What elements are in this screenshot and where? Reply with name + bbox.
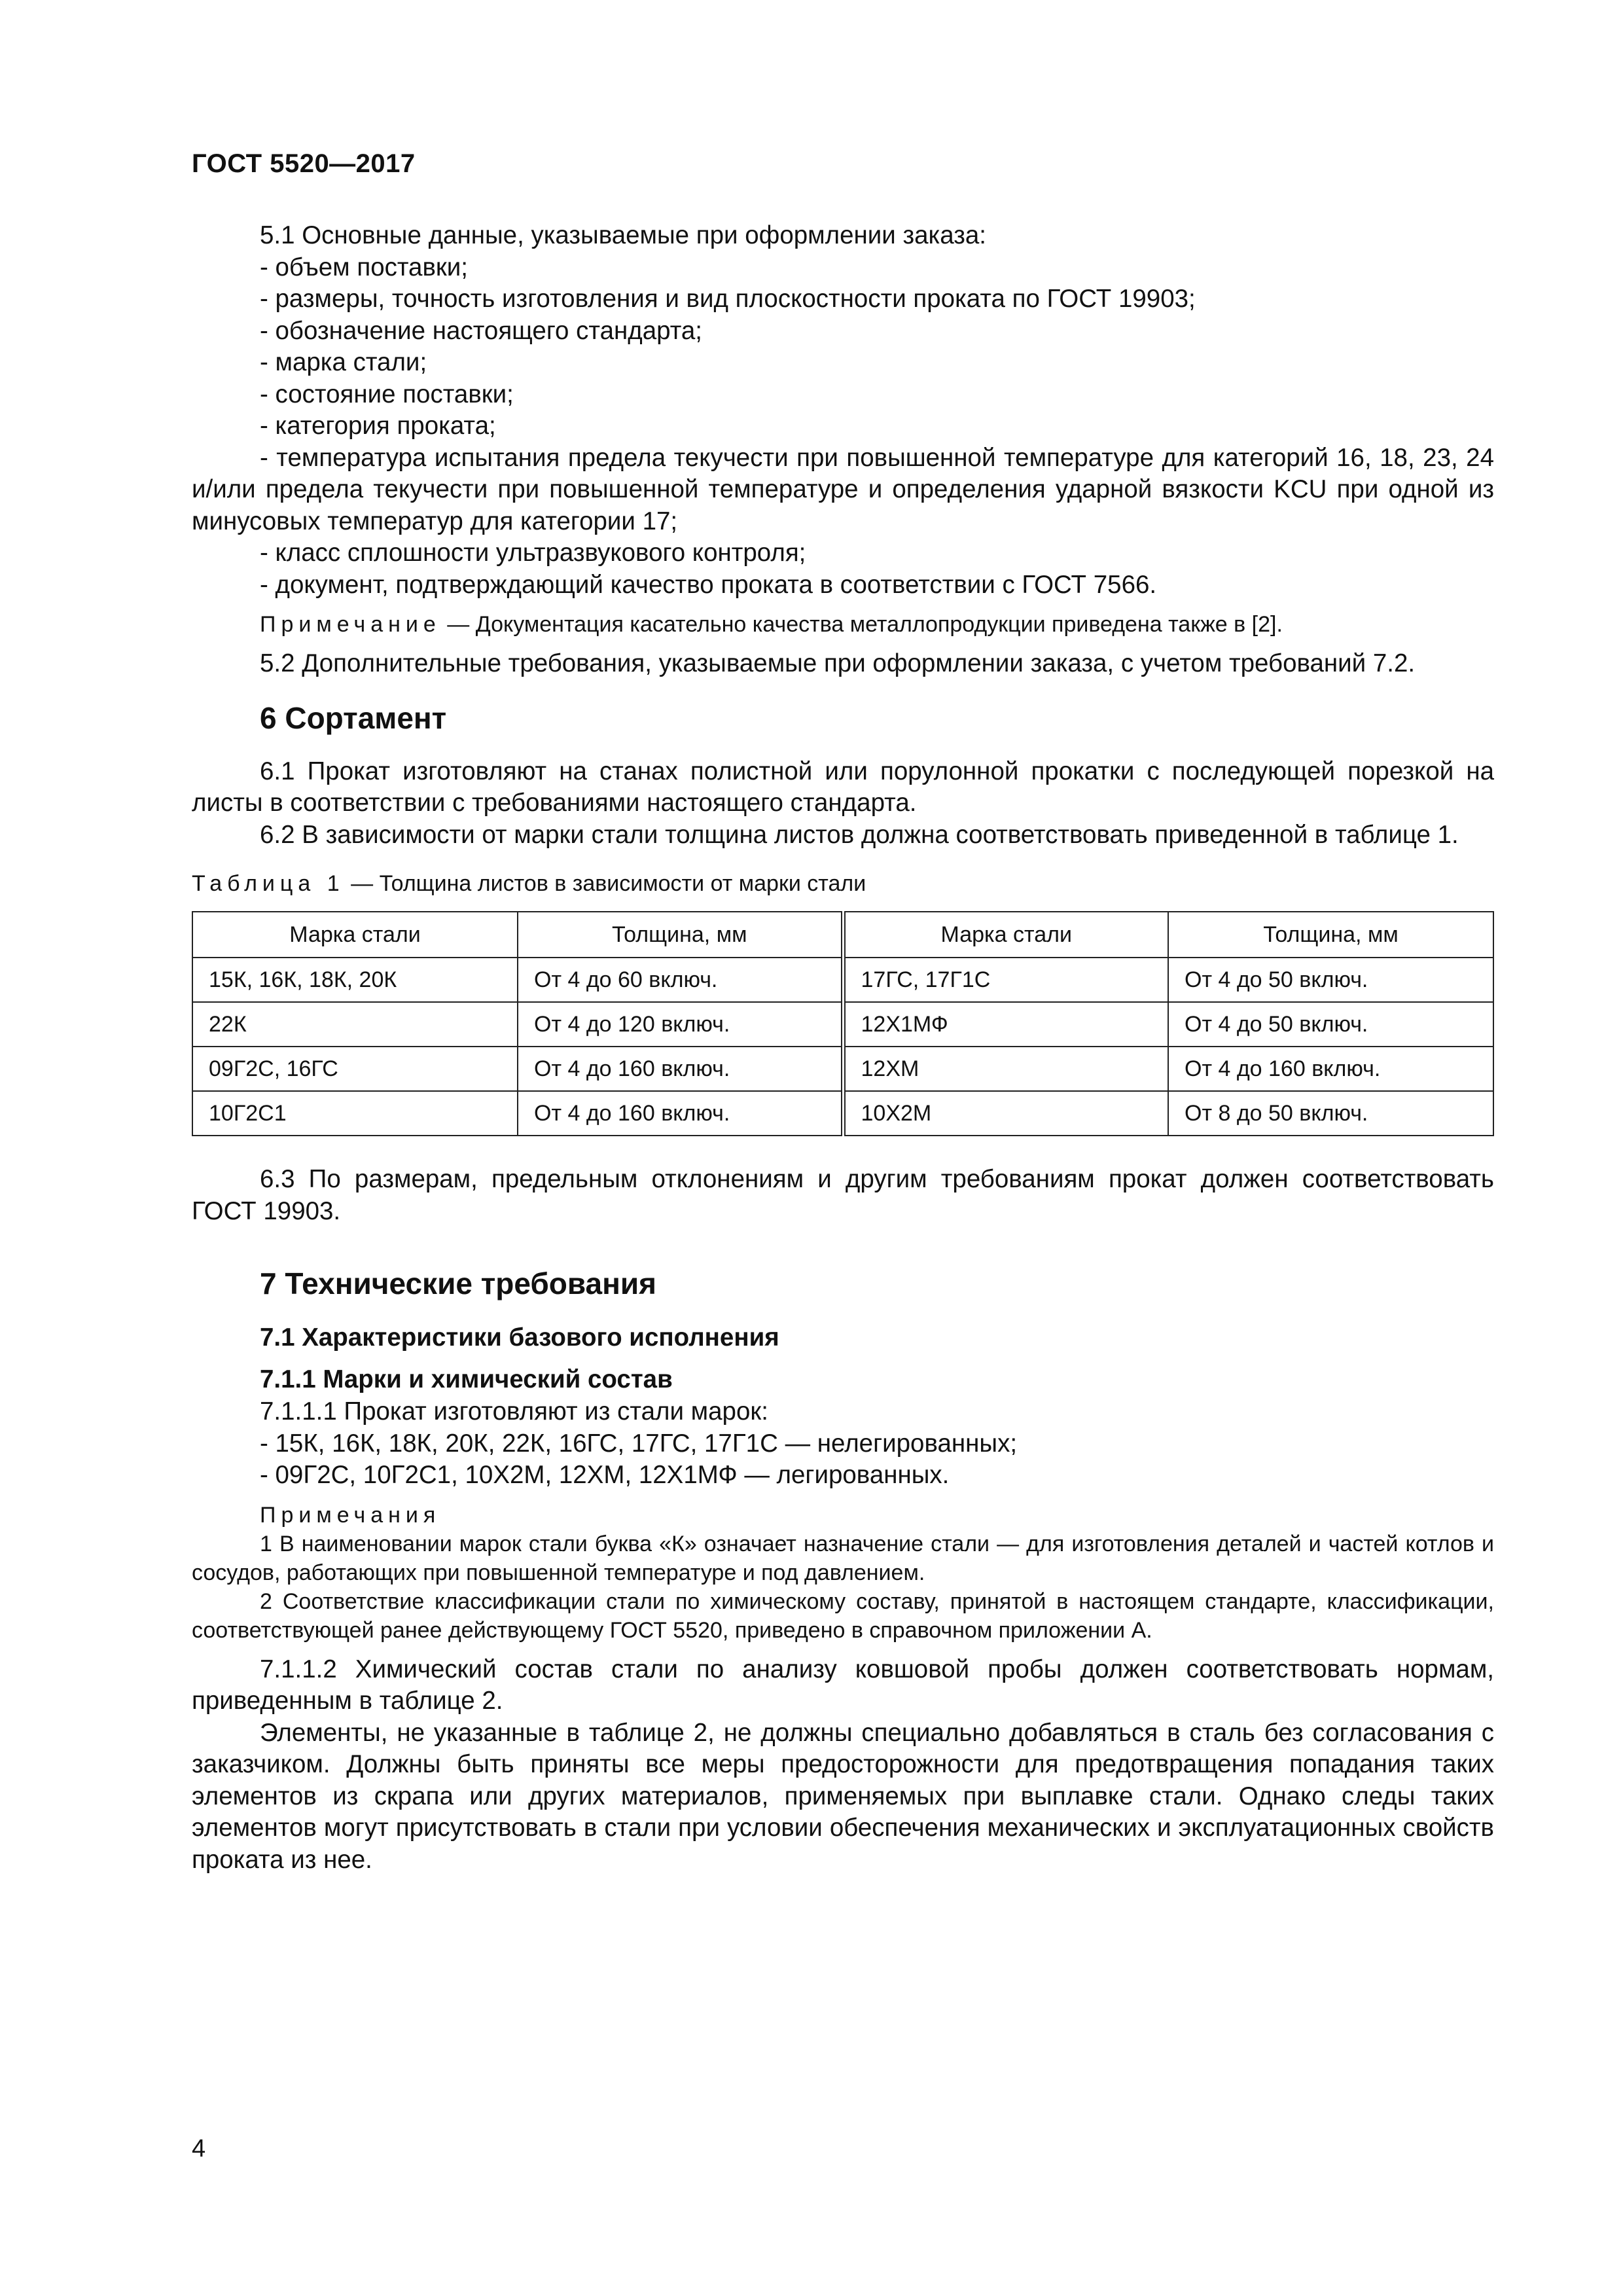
note-1: 1 В наименовании марок стали буква «К» означает назначение стали — для изготовления деталей и частей котлов и сосудов, работающих при повышенной температуре и под давлением. [192,1531,1494,1585]
table-row [192,1002,1493,1047]
document-header: ГОСТ 5520—2017 [192,149,416,178]
page-number: 4 [192,2135,206,2162]
paragraph-5-2: 5.2 Дополнительные требования, указываемые при оформлении заказа, с учетом требований 7.2. [260,649,1416,677]
table-cell: 12Х1МФ [843,1002,1168,1047]
table-row [192,1091,1493,1136]
list-item: - документ, подтверждающий качество проката в соответствии с ГОСТ 7566. [260,570,1157,599]
table-cell: От 4 до 120 включ. [518,1002,843,1047]
table-label: Таблица 1 [192,871,345,896]
table-cell: 10Г2С1 [192,1091,518,1136]
note-2: 2 Соответствие классификации стали по химическому составу, принятой в настоящем стандарте, классификации, соответствующей ранее действующему ГОСТ 5520, приведено в справочном приложении А. [192,1588,1494,1643]
table-cell: 15К, 16К, 18К, 20К [192,958,518,1002]
note-5 [192,610,1494,639]
list-item: - 09Г2С, 10Г2С1, 10Х2М, 12ХМ, 12Х1МФ — легированных. [260,1461,950,1489]
list-item: - обозначение настоящего стандарта; [260,316,703,345]
section-heading-6: 6 Сортамент [260,700,447,735]
paragraph-7-1-1-2: 7.1.1.2 Химический состав стали по анализу ковшовой пробы должен соответствовать нормам, приведенным в таблице 2. [192,1655,1494,1715]
column-header: Толщина, мм [1168,912,1493,958]
column-header: Марка стали [192,912,518,958]
table-header-row [192,912,1493,958]
list-item: - класс сплошности ультразвукового контроля; [260,539,806,567]
paragraph-elements: Элементы, не указанные в таблице 2, не должны специально добавляться в сталь без согласования с заказчиком. Должны быть приняты все меры предосторожности для предотвращения попадания таких элементов из скрапа или других материалов, применяемых при выплавке стали. Однако следы таких элементов могут присутствовать в стали при условии обеспечения механических и эксплуатационных свойств проката из нее. [192,1718,1494,1874]
thickness-table [192,911,1494,1136]
notes-label [192,1501,1494,1530]
table-cell: От 8 до 50 включ. [1168,1091,1493,1136]
subsection-heading-7-1-1: 7.1.1 Марки и химический состав [260,1365,673,1393]
table-cell: От 4 до 160 включ. [1168,1047,1493,1091]
list-item: - марка стали; [260,348,427,376]
paragraph-5-1: 5.1 Основные данные, указываемые при оформлении заказа: [260,221,986,249]
list-item: - объем поставки; [260,253,468,281]
table-cell: 10Х2М [843,1091,1168,1136]
table-cell: 17ГС, 17Г1С [843,958,1168,1002]
table-caption [192,869,1494,898]
table-cell: От 4 до 50 включ. [1168,958,1493,1002]
section-heading-7: 7 Технические требования [260,1266,656,1300]
column-header: Толщина, мм [518,912,843,958]
paragraph-7-1-1-1: 7.1.1.1 Прокат изготовляют из стали марок: [260,1397,768,1426]
notes-label-text: Примечания [260,1502,441,1528]
list-item-temperature: - температура испытания предела текучести при повышенной температуре для категорий 16, 18, 23, 24 и/или предела текучести при повышенной температуре и определения ударной вязкости KCU при одной из минусовых температур для категории 17; [192,443,1494,535]
note-label: Примечание [260,612,441,637]
subsection-heading-7-1: 7.1 Характеристики базового исполнения [260,1323,779,1352]
table-cell: От 4 до 160 включ. [518,1091,843,1136]
note-text: — Документация касательно качества металлопродукции приведена также в [2]. [440,612,1283,637]
paragraph-6-3: 6.3 По размерам, предельным отклонениям и другим требованиям прокат должен соответствовать ГОСТ 19903. [192,1165,1494,1225]
column-header: Марка стали [843,912,1168,958]
list-item: - категория проката; [260,412,496,440]
paragraph-6-1: 6.1 Прокат изготовляют на станах полистной или порулонной прокатки с последующей порезкой на листы в соответствии с требованиями настоящего стандарта. [192,757,1494,817]
table-cell: 22К [192,1002,518,1047]
document-body [192,220,1494,1876]
table-row [192,1047,1493,1091]
table-row [192,958,1493,1002]
table-title: — Толщина листов в зависимости от марки стали [344,871,866,896]
table-cell: 12ХМ [843,1047,1168,1091]
paragraph-6-2: 6.2 В зависимости от марки стали толщина листов должна соответствовать приведенной в таблице 1. [260,820,1459,849]
list-item: - 15К, 16К, 18К, 20К, 22К, 16ГС, 17ГС, 17Г1С — нелегированных; [260,1429,1018,1458]
list-item: - размеры, точность изготовления и вид плоскостности проката по ГОСТ 19903; [260,285,1196,313]
list-item: - состояние поставки; [260,380,514,408]
table-cell: От 4 до 50 включ. [1168,1002,1493,1047]
table-cell: От 4 до 60 включ. [518,958,843,1002]
table-cell: 09Г2С, 16ГС [192,1047,518,1091]
table-cell: От 4 до 160 включ. [518,1047,843,1091]
